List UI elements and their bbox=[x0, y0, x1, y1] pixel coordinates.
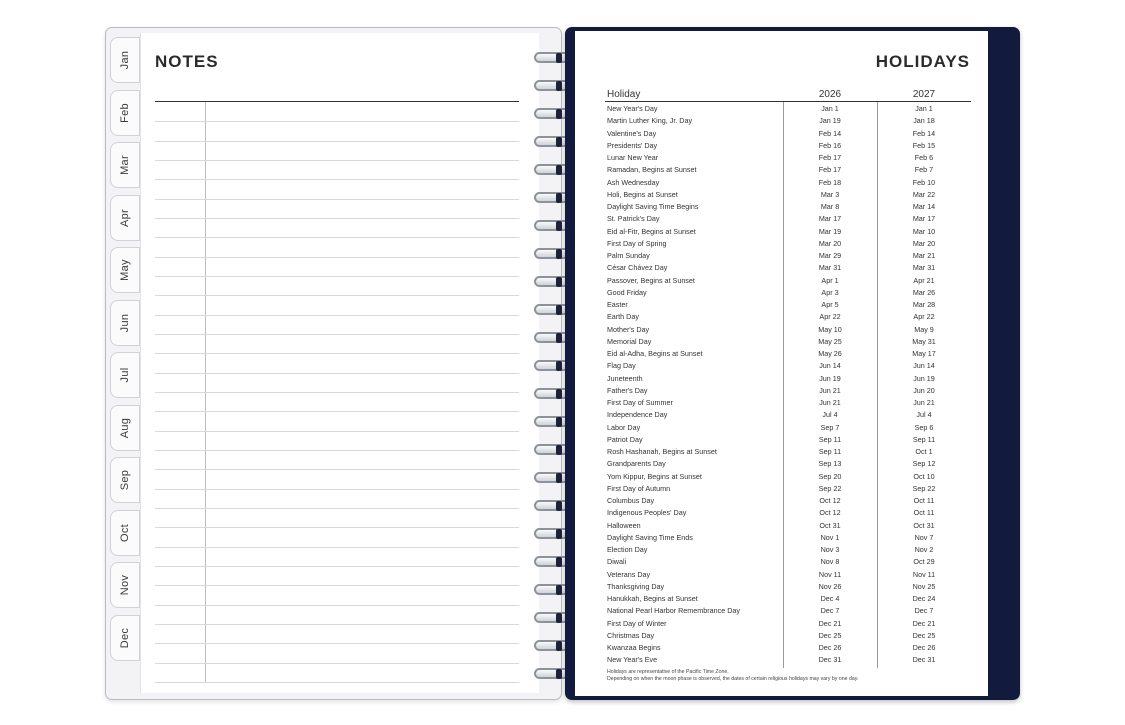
month-tab-label: Jun bbox=[119, 313, 131, 332]
table-row bbox=[605, 507, 971, 519]
date-2027: Oct 1 bbox=[915, 447, 933, 456]
date-2026: Sep 13 bbox=[818, 459, 842, 469]
holiday-name: Hanukkah, Begins at Sunset bbox=[607, 594, 698, 603]
footnote bbox=[607, 669, 858, 682]
date-2027: Jan 1 bbox=[915, 104, 933, 113]
table-row bbox=[605, 152, 971, 164]
footnote-line: Holidays are representative of the Pacific Time Zone. bbox=[607, 669, 729, 675]
table-row bbox=[605, 275, 971, 287]
date-2027: Oct 11 bbox=[913, 508, 935, 518]
date-2026: Apr 5 bbox=[821, 300, 839, 309]
table-row bbox=[605, 128, 971, 140]
footnote-line: Depending on when the moon phase is observed, the dates of certain religious holidays may vary by one day. bbox=[607, 675, 859, 682]
date-2027: Mar 28 bbox=[912, 300, 936, 309]
date-2026: Feb 18 bbox=[818, 177, 842, 187]
holiday-name: Independence Day bbox=[607, 410, 668, 420]
table-row bbox=[605, 409, 971, 421]
holiday-name: Memorial Day bbox=[607, 336, 652, 346]
holiday-name: Grandparents Day bbox=[607, 459, 666, 469]
holiday-name: Halloween bbox=[607, 520, 641, 530]
holiday-name: First Day of Summer bbox=[607, 398, 673, 407]
holiday-name: Passover, Begins at Sunset bbox=[607, 275, 695, 285]
table-row bbox=[605, 287, 971, 299]
date-2027: Oct 11 bbox=[913, 496, 935, 505]
notes-rule-line bbox=[155, 315, 519, 316]
date-2027: Mar 14 bbox=[912, 202, 936, 211]
date-2027: May 9 bbox=[914, 324, 934, 334]
holiday-name: Ramadan, Begins at Sunset bbox=[607, 165, 697, 175]
table-row bbox=[605, 226, 971, 238]
holiday-name: Christmas Day bbox=[607, 630, 655, 640]
notes-rule-line bbox=[155, 257, 519, 258]
holidays-title: HOLIDAYS bbox=[875, 52, 970, 71]
notes-rule-line bbox=[155, 392, 519, 393]
holiday-name: St. Patrick's Day bbox=[607, 214, 660, 224]
table-row bbox=[605, 336, 971, 348]
month-tab-dec[interactable] bbox=[110, 615, 140, 661]
column-header-2027: 2027 bbox=[912, 89, 936, 100]
table-row bbox=[605, 422, 971, 434]
holiday-name: Mother's Day bbox=[607, 324, 650, 334]
date-2026: Dec 31 bbox=[818, 655, 842, 665]
holiday-name: Valentine's Day bbox=[607, 128, 657, 138]
date-2027: Jun 19 bbox=[913, 373, 935, 383]
date-2026: Jan 1 bbox=[821, 104, 839, 113]
date-2026: Dec 26 bbox=[818, 643, 842, 652]
notes-rule-line bbox=[155, 508, 519, 509]
holiday-name: New Year's Eve bbox=[607, 655, 658, 665]
date-2027: Nov 25 bbox=[912, 581, 936, 591]
notes-rule-line bbox=[155, 295, 519, 296]
month-tab-label: Feb bbox=[119, 102, 131, 123]
date-2026: Feb 17 bbox=[818, 165, 842, 175]
date-2027: Dec 31 bbox=[912, 655, 936, 665]
holiday-name: Patriot Day bbox=[607, 434, 643, 444]
date-2026: Nov 11 bbox=[818, 569, 842, 579]
date-2026: Dec 25 bbox=[818, 630, 842, 640]
table-row bbox=[605, 483, 971, 495]
notes-rule-line bbox=[155, 489, 519, 490]
month-tab-apr[interactable] bbox=[110, 195, 140, 241]
date-2027: Jun 20 bbox=[913, 385, 935, 395]
holiday-name: Martin Luther King, Jr. Day bbox=[607, 116, 693, 126]
table-row bbox=[605, 213, 971, 225]
notes-rule-line bbox=[155, 547, 519, 548]
date-2027: Sep 12 bbox=[912, 459, 936, 469]
holiday-name: Columbus Day bbox=[607, 496, 655, 505]
date-2027: Feb 7 bbox=[914, 165, 934, 175]
notes-rule-line bbox=[155, 276, 519, 277]
holiday-name: Rosh Hashanah, Begins at Sunset bbox=[607, 447, 717, 456]
date-2026: Mar 8 bbox=[820, 202, 840, 211]
holiday-name: Good Friday bbox=[607, 287, 647, 297]
notes-rule-line bbox=[155, 624, 519, 625]
notes-rule-line bbox=[155, 218, 519, 219]
date-2026: Oct 12 bbox=[819, 496, 841, 505]
date-2027: Mar 31 bbox=[912, 263, 936, 273]
date-2027: Mar 10 bbox=[912, 226, 936, 236]
notes-rule-line bbox=[155, 469, 519, 470]
date-2027: Sep 11 bbox=[912, 434, 936, 444]
holiday-name: Ash Wednesday bbox=[607, 177, 660, 187]
table-row bbox=[605, 569, 971, 581]
holiday-name: New Year's Day bbox=[607, 104, 658, 113]
month-tab-label: May bbox=[119, 259, 131, 281]
month-tab-label: Sep bbox=[119, 469, 131, 491]
date-2026: Jun 21 bbox=[819, 385, 841, 395]
table-row bbox=[605, 471, 971, 483]
month-tab-aug[interactable] bbox=[110, 405, 140, 451]
column-header-holiday: Holiday bbox=[607, 89, 641, 100]
table-row bbox=[605, 593, 971, 605]
table-row bbox=[605, 201, 971, 213]
date-2026: Dec 21 bbox=[818, 618, 842, 628]
column-header-2026: 2026 bbox=[818, 89, 842, 100]
notes-rule-line bbox=[155, 179, 519, 180]
holiday-name: Thanksgiving Day bbox=[607, 581, 665, 591]
holiday-name: Eid al-Adha, Begins at Sunset bbox=[607, 349, 703, 358]
date-2027: Oct 31 bbox=[913, 520, 935, 530]
notes-rule-line bbox=[155, 585, 519, 586]
date-2027: Dec 24 bbox=[912, 594, 936, 603]
month-tab-oct[interactable] bbox=[110, 510, 140, 556]
holiday-name: César Chávez Day bbox=[607, 263, 668, 273]
notes-rule-line bbox=[155, 643, 519, 644]
holiday-name: Earth Day bbox=[607, 312, 639, 322]
date-2027: Mar 20 bbox=[912, 238, 936, 248]
date-2026: Mar 20 bbox=[818, 238, 842, 248]
date-2026: Jun 19 bbox=[819, 373, 841, 383]
holiday-name: Eid al-Fitr, Begins at Sunset bbox=[607, 226, 696, 236]
date-2026: Sep 11 bbox=[818, 434, 842, 444]
date-2026: Mar 29 bbox=[818, 251, 842, 260]
date-2027: Feb 6 bbox=[914, 153, 934, 162]
holiday-name: Yom Kippur, Begins at Sunset bbox=[607, 471, 702, 481]
notes-rule-line bbox=[155, 527, 519, 528]
holiday-name: Labor Day bbox=[607, 422, 641, 432]
notes-rule-line bbox=[155, 237, 519, 238]
date-2026: May 26 bbox=[818, 349, 842, 358]
date-2026: May 25 bbox=[818, 336, 842, 346]
month-tab-label: Oct bbox=[119, 523, 131, 542]
table-row bbox=[605, 299, 971, 311]
date-2027: Dec 21 bbox=[912, 618, 936, 628]
month-tab-sep[interactable] bbox=[110, 457, 140, 503]
date-2027: Mar 21 bbox=[912, 251, 936, 260]
notes-rule-line bbox=[155, 605, 519, 606]
date-2027: Nov 7 bbox=[914, 532, 934, 542]
holiday-name: Holi, Begins at Sunset bbox=[607, 189, 678, 199]
month-tab-label: Nov bbox=[119, 574, 131, 596]
notes-rule-line bbox=[155, 121, 519, 122]
date-2026: Dec 7 bbox=[820, 606, 840, 616]
notes-title: NOTES bbox=[155, 52, 219, 71]
month-tab-label: Aug bbox=[119, 417, 131, 438]
date-2026: Feb 17 bbox=[818, 153, 842, 162]
holiday-name: Father's Day bbox=[607, 385, 648, 395]
month-tab-label: Apr bbox=[119, 208, 131, 227]
holiday-name: Kwanzaa Begins bbox=[607, 643, 661, 652]
date-2027: Apr 22 bbox=[913, 312, 935, 322]
table-row bbox=[605, 605, 971, 617]
table-row bbox=[605, 311, 971, 323]
date-2026: Apr 1 bbox=[821, 275, 839, 285]
date-2026: Mar 19 bbox=[818, 226, 842, 236]
month-tab-jul[interactable] bbox=[110, 352, 140, 398]
date-2026: Mar 17 bbox=[818, 214, 842, 224]
date-2027: Dec 25 bbox=[912, 630, 936, 640]
holiday-name: Daylight Saving Time Ends bbox=[607, 532, 693, 542]
holiday-name: First Day of Winter bbox=[607, 618, 667, 628]
date-2027: Mar 17 bbox=[912, 214, 936, 224]
notes-rule-line bbox=[155, 411, 519, 412]
date-2027: Sep 6 bbox=[914, 422, 934, 432]
date-2026: Mar 3 bbox=[820, 189, 840, 199]
holiday-name: Veterans Day bbox=[607, 569, 651, 579]
holiday-name: Election Day bbox=[607, 545, 648, 554]
holiday-name: Presidents' Day bbox=[607, 140, 658, 150]
table-row bbox=[605, 654, 971, 666]
date-2027: Jun 14 bbox=[913, 361, 935, 371]
date-2027: Apr 21 bbox=[913, 275, 935, 285]
table-row bbox=[605, 177, 971, 189]
date-2026: Feb 14 bbox=[818, 128, 842, 138]
holiday-name: Juneteenth bbox=[607, 373, 643, 383]
table-row bbox=[605, 385, 971, 397]
notes-rule-line bbox=[155, 373, 519, 374]
date-2026: Mar 31 bbox=[818, 263, 842, 273]
table-row bbox=[605, 373, 971, 385]
date-2026: Sep 20 bbox=[818, 471, 842, 481]
month-tabs bbox=[110, 33, 142, 693]
table-row bbox=[605, 446, 971, 458]
holiday-name: First Day of Spring bbox=[607, 238, 667, 248]
table-row bbox=[605, 556, 971, 568]
table-row bbox=[605, 140, 971, 152]
holiday-name: Flag Day bbox=[607, 361, 636, 371]
notes-rule-line bbox=[155, 353, 519, 354]
table-row bbox=[605, 262, 971, 274]
notes-rule-line bbox=[155, 160, 519, 161]
holiday-name: Lunar New Year bbox=[607, 153, 659, 162]
date-2026: Jan 19 bbox=[819, 116, 841, 126]
notes-rule-line bbox=[155, 141, 519, 142]
date-2027: Mar 22 bbox=[912, 189, 936, 199]
table-row bbox=[605, 348, 971, 360]
date-2027: Oct 29 bbox=[913, 557, 935, 567]
date-2027: Dec 7 bbox=[914, 606, 934, 616]
date-2026: May 10 bbox=[818, 324, 842, 334]
month-tab-label: Dec bbox=[119, 627, 131, 648]
date-2027: Jan 18 bbox=[913, 116, 935, 126]
notes-rule-line bbox=[155, 566, 519, 567]
table-row bbox=[605, 115, 971, 127]
table-row bbox=[605, 544, 971, 556]
date-2027: Feb 14 bbox=[912, 128, 936, 138]
table-row bbox=[605, 164, 971, 176]
month-tab-may[interactable] bbox=[110, 247, 140, 293]
date-2026: Nov 3 bbox=[820, 545, 840, 554]
date-2027: Feb 15 bbox=[912, 140, 936, 150]
holiday-name: Indigenous Peoples' Day bbox=[607, 508, 687, 518]
date-2026: Nov 8 bbox=[820, 557, 840, 567]
date-2027: Dec 26 bbox=[912, 643, 936, 652]
date-2026: Jul 4 bbox=[822, 410, 838, 420]
month-tab-nov[interactable] bbox=[110, 562, 140, 608]
date-2027: Feb 10 bbox=[912, 177, 936, 187]
date-2026: Nov 1 bbox=[820, 532, 840, 542]
table-row bbox=[605, 458, 971, 470]
notes-rule-line bbox=[155, 450, 519, 451]
date-2027: Jun 21 bbox=[913, 398, 935, 407]
month-tab-jun[interactable] bbox=[110, 300, 140, 346]
date-2027: Sep 22 bbox=[912, 483, 936, 493]
date-2026: Sep 7 bbox=[820, 422, 840, 432]
date-2027: Nov 2 bbox=[914, 545, 934, 554]
holiday-name: Palm Sunday bbox=[607, 251, 650, 260]
notes-rule-line bbox=[155, 663, 519, 664]
month-tab-label: Jan bbox=[119, 50, 131, 70]
date-2026: Apr 22 bbox=[819, 312, 841, 322]
table-row bbox=[605, 581, 971, 593]
date-2026: Nov 26 bbox=[818, 581, 842, 591]
date-2026: Jun 21 bbox=[819, 398, 841, 407]
date-2027: Oct 10 bbox=[913, 471, 935, 481]
table-row bbox=[605, 434, 971, 446]
table-row bbox=[605, 495, 971, 507]
table-row bbox=[605, 397, 971, 409]
table-row bbox=[605, 618, 971, 630]
table-row bbox=[605, 642, 971, 654]
date-2026: Sep 11 bbox=[818, 447, 842, 456]
month-tab-label: Mar bbox=[119, 155, 131, 175]
notes-rule-line bbox=[155, 334, 519, 335]
date-2027: May 31 bbox=[912, 336, 936, 346]
table-row bbox=[605, 250, 971, 262]
date-2026: Feb 16 bbox=[818, 140, 842, 150]
notes-rule-line bbox=[155, 431, 519, 432]
month-tab-mar[interactable] bbox=[110, 142, 140, 188]
date-2027: Nov 11 bbox=[912, 569, 936, 579]
table-row bbox=[605, 630, 971, 642]
table-row bbox=[605, 189, 971, 201]
date-2026: Jun 14 bbox=[819, 361, 841, 371]
holiday-name: Easter bbox=[607, 300, 628, 309]
date-2027: Mar 26 bbox=[912, 287, 936, 297]
month-tab-label: Jul bbox=[119, 367, 131, 383]
notes-rule-line bbox=[155, 682, 519, 683]
table-header-rule bbox=[605, 101, 971, 102]
date-2026: Oct 31 bbox=[819, 520, 841, 530]
table-row bbox=[605, 324, 971, 336]
holiday-name: National Pearl Harbor Remembrance Day bbox=[607, 606, 741, 616]
date-2026: Sep 22 bbox=[818, 483, 842, 493]
date-2026: Apr 3 bbox=[821, 287, 839, 297]
holiday-name: Daylight Saving Time Begins bbox=[607, 202, 699, 211]
month-tab-feb[interactable] bbox=[110, 90, 140, 136]
table-row bbox=[605, 532, 971, 544]
holiday-name: First Day of Autumn bbox=[607, 483, 671, 493]
date-2026: Oct 12 bbox=[819, 508, 841, 518]
table-row bbox=[605, 238, 971, 250]
notes-rule-line bbox=[155, 199, 519, 200]
date-2027: May 17 bbox=[912, 349, 936, 358]
table-row bbox=[605, 103, 971, 115]
date-2026: Dec 4 bbox=[820, 594, 840, 603]
month-tab-jan[interactable] bbox=[110, 37, 140, 83]
date-2027: Jul 4 bbox=[916, 410, 932, 420]
holidays-table bbox=[605, 103, 971, 667]
notes-header-rule bbox=[155, 101, 519, 102]
holiday-name: Diwali bbox=[607, 557, 627, 567]
table-row bbox=[605, 520, 971, 532]
table-row bbox=[605, 360, 971, 372]
